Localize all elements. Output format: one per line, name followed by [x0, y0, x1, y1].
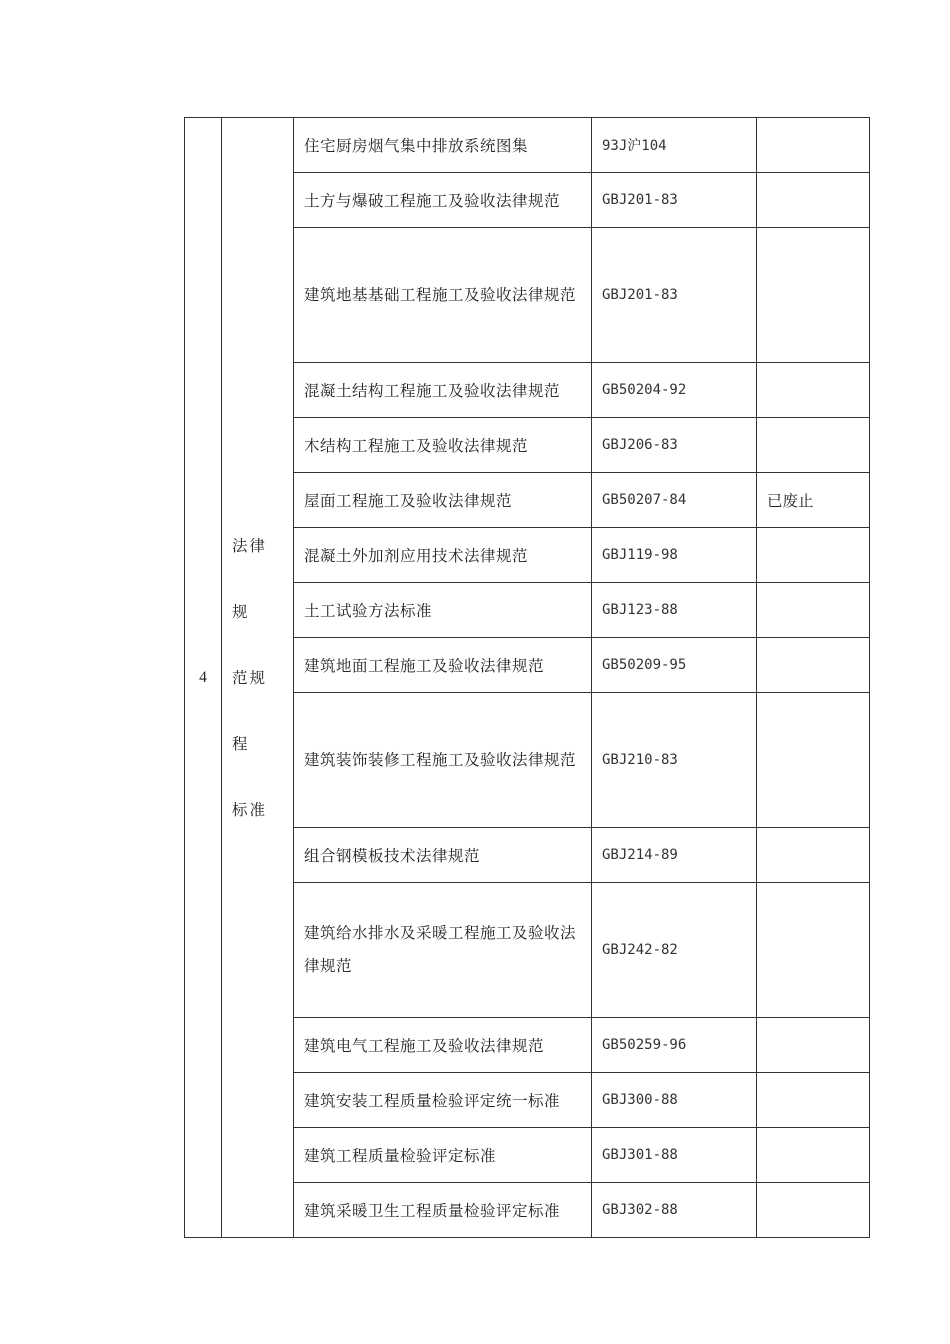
standard-name: 建筑安装工程质量检验评定统一标准: [294, 1073, 592, 1128]
standard-name: 建筑电气工程施工及验收法律规范: [294, 1018, 592, 1073]
standard-name: 土方与爆破工程施工及验收法律规范: [294, 173, 592, 228]
standard-note: [757, 173, 870, 228]
standard-code: GBJ201-83: [592, 173, 757, 228]
standard-code: GBJ123-88: [592, 583, 757, 638]
standard-note: [757, 228, 870, 363]
standard-name: 屋面工程施工及验收法律规范: [294, 473, 592, 528]
standard-code: 93J沪104: [592, 118, 757, 173]
standard-code: GBJ302-88: [592, 1183, 757, 1238]
standard-note: [757, 1128, 870, 1183]
category-cell: [222, 118, 294, 1238]
standard-code: GB50207-84: [592, 473, 757, 528]
standard-note: [757, 363, 870, 418]
standard-code: GB50259-96: [592, 1018, 757, 1073]
standard-name: 建筑给水排水及采暖工程施工及验收法律规范: [294, 883, 592, 1018]
category-line: 范规程: [232, 668, 268, 753]
standard-name: 建筑地面工程施工及验收法律规范: [294, 638, 592, 693]
standard-name: 混凝土外加剂应用技术法律规范: [294, 528, 592, 583]
standard-code: GBJ301-88: [592, 1128, 757, 1183]
standard-code: GBJ206-83: [592, 418, 757, 473]
standard-note: [757, 828, 870, 883]
standard-code: GBJ214-89: [592, 828, 757, 883]
standard-code: GBJ119-98: [592, 528, 757, 583]
standard-name: 建筑采暖卫生工程质量检验评定标准: [294, 1183, 592, 1238]
standard-name: 木结构工程施工及验收法律规范: [294, 418, 592, 473]
standard-note: [757, 1183, 870, 1238]
standard-name: 组合钢模板技术法律规范: [294, 828, 592, 883]
standard-name: 住宅厨房烟气集中排放系统图集: [294, 118, 592, 173]
standard-code: GB50209-95: [592, 638, 757, 693]
standard-code: GB50204-92: [592, 363, 757, 418]
standard-note: [757, 1018, 870, 1073]
standard-code: GBJ242-82: [592, 883, 757, 1018]
table-row: [185, 118, 870, 173]
standard-note: [757, 883, 870, 1018]
standard-note: [757, 1073, 870, 1128]
standard-note: [757, 638, 870, 693]
standard-name: 混凝土结构工程施工及验收法律规范: [294, 363, 592, 418]
standard-code: GBJ210-83: [592, 693, 757, 828]
category-line: 法律规: [232, 536, 268, 621]
category-line: 标准: [232, 800, 268, 819]
standard-name: 建筑装饰装修工程施工及验收法律规范: [294, 693, 592, 828]
group-number-cell: [185, 118, 222, 1238]
standard-code: GBJ201-83: [592, 228, 757, 363]
standards-table: [184, 117, 870, 1238]
standard-name: 建筑地基基础工程施工及验收法律规范: [294, 228, 592, 363]
standard-note: [757, 583, 870, 638]
standard-note: [757, 418, 870, 473]
standard-code: GBJ300-88: [592, 1073, 757, 1128]
standard-note: [757, 118, 870, 173]
standard-name: 土工试验方法标准: [294, 583, 592, 638]
standard-note: [757, 693, 870, 828]
standard-note: 已废止: [757, 473, 870, 528]
group-number: 4: [199, 668, 207, 686]
standard-note: [757, 528, 870, 583]
standard-name: 建筑工程质量检验评定标准: [294, 1128, 592, 1183]
standards-table-body: [185, 118, 870, 1238]
